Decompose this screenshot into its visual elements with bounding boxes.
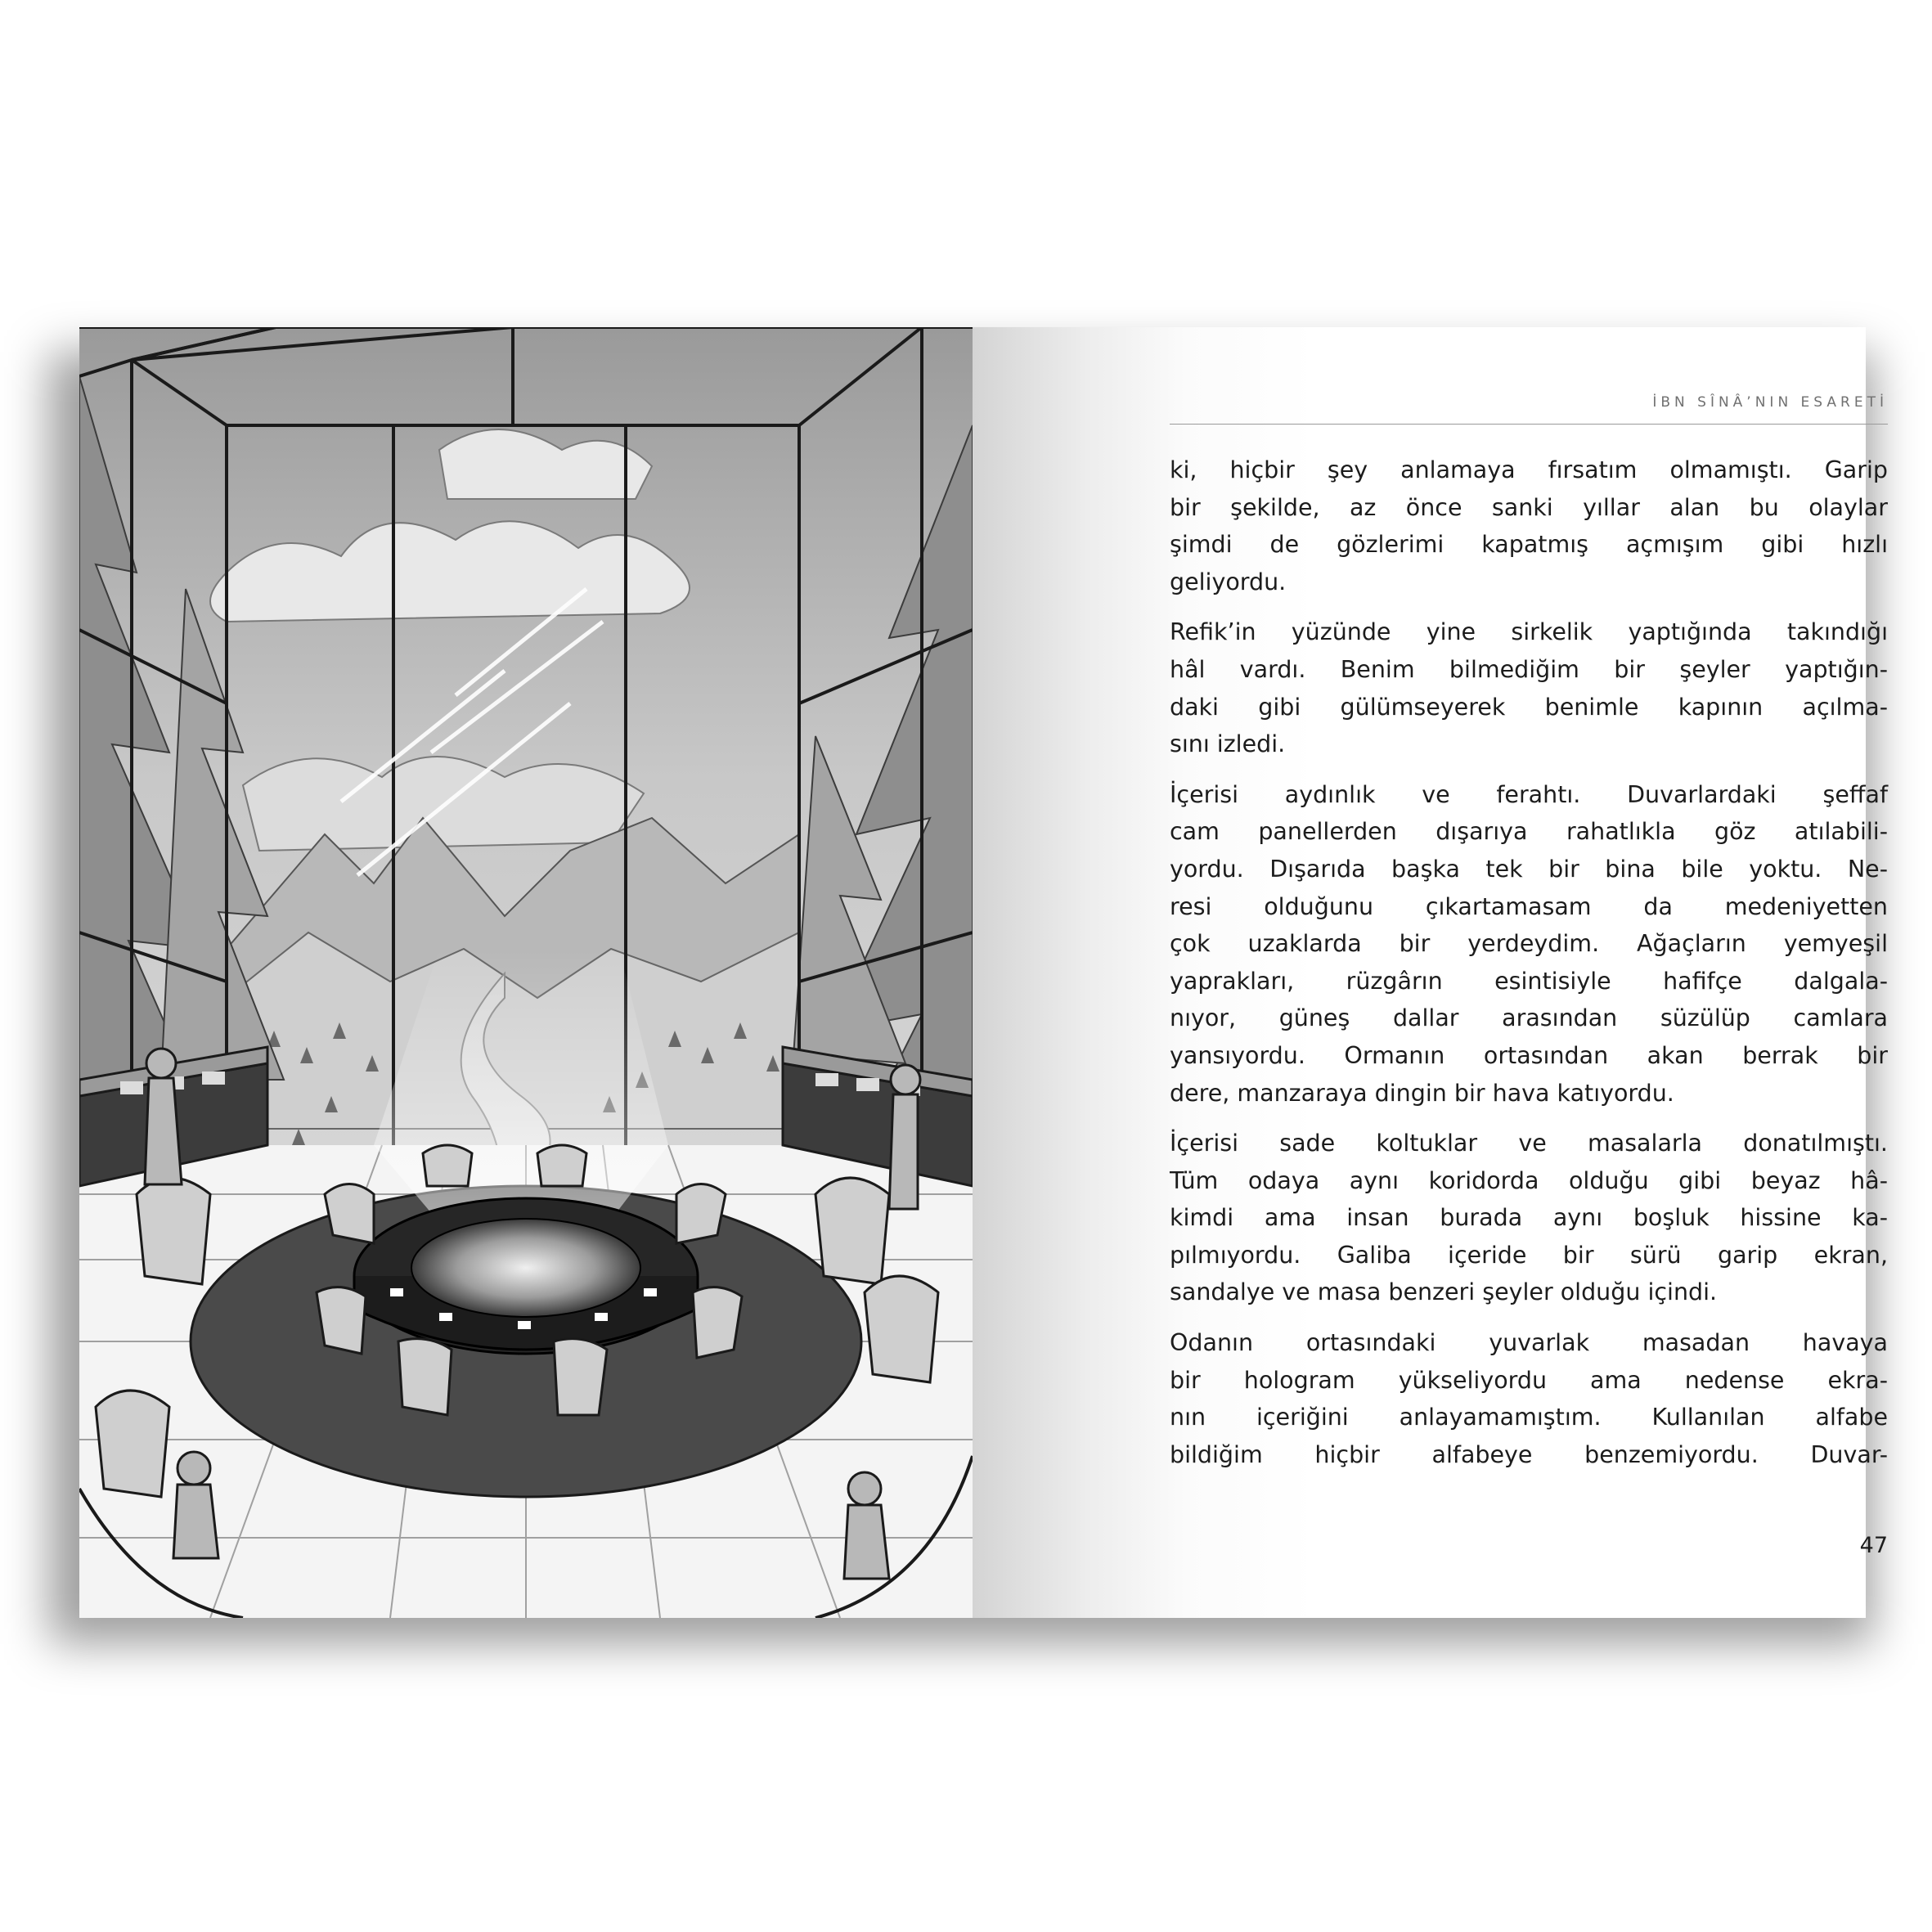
text-line: yordu. Dışarıda başka tek bir bina bile yoktu. Ne- (1170, 855, 1888, 883)
text-line: daki gibi gülümseyerek benimle kapının açılma- (1170, 693, 1888, 721)
text-line: geliyordu. (1170, 568, 1287, 595)
text-line: çok uzaklarda bir yerdeydim. Ağaçların yemyeşil (1170, 930, 1888, 958)
text-line: sandalye ve masa benzeri şeyler olduğu içindi. (1170, 1278, 1718, 1306)
text-line: ki, hiçbir şey anlamaya fırsatım olmamıştı. Garip (1170, 456, 1888, 483)
text-line: bildiğim hiçbir alfabeye benzemiyordu. Duvar- (1170, 1440, 1888, 1468)
text-line: cam panellerden dışarıya rahatlıkla göz atılabili- (1170, 818, 1888, 846)
text-line: yaprakları, rüzgârın esintisiyle hafifçe dalgala- (1170, 967, 1888, 995)
text-line: nın içeriğini anlayamamıştım. Kullanılan alfabe (1170, 1404, 1888, 1431)
page-number: 47 (1859, 1533, 1888, 1558)
text-line: hâl vardı. Benim bilmediğim bir şeyler yaptığın- (1170, 655, 1888, 683)
text-line: nıyor, güneş dallar arasından süzülüp camlara (1170, 1004, 1888, 1032)
illustration-page (79, 327, 973, 1618)
paragraph-5 (1170, 1324, 1888, 1473)
text-line: İçerisi aydınlık ve ferahtı. Duvarlardaki şeffaf (1170, 780, 1888, 808)
text-line: dere, manzaraya dingin bir hava katıyordu. (1170, 1079, 1674, 1107)
text-line: İçerisi sade koltuklar ve masalarla donatılmıştı. (1170, 1130, 1888, 1157)
futuristic-room-illustration (79, 327, 973, 1618)
text-line: Tüm odaya aynı koridorda olduğu gibi beyaz hâ- (1170, 1166, 1888, 1194)
text-line: yansıyordu. Ormanın ortasından akan berrak bir (1170, 1041, 1888, 1069)
paragraph-4 (1170, 1125, 1888, 1311)
text-line: resi olduğunu çıkartamasam da medeniyetten (1170, 892, 1888, 920)
text-line: şimdi de gözlerimi kapatmış açmışım gibi hızlı (1170, 531, 1888, 559)
body-text (1170, 452, 1888, 1486)
text-line: kimdi ama insan burada aynı boşluk hissine ka- (1170, 1204, 1888, 1232)
running-head-rule (1170, 424, 1888, 425)
paragraph-1 (1170, 452, 1888, 600)
text-line: Odanın ortasındaki yuvarlak masadan havaya (1170, 1329, 1888, 1357)
running-head: İBN SÎNÂ’NIN ESARETİ (1652, 394, 1888, 411)
paragraph-2 (1170, 613, 1888, 762)
text-line: Refik’in yüzünde yine sirkelik yaptığında takındığı (1170, 618, 1888, 646)
text-page (973, 327, 1888, 1618)
text-line: sını izledi. (1170, 730, 1286, 758)
text-line: pılmıyordu. Galiba içeride bir sürü garip ekran, (1170, 1241, 1888, 1269)
text-line: bir şekilde, az önce sanki yıllar alan bu olaylar (1170, 493, 1888, 521)
text-line: bir hologram yükseliyordu ama nedense ekra- (1170, 1366, 1888, 1394)
paragraph-3 (1170, 776, 1888, 1112)
